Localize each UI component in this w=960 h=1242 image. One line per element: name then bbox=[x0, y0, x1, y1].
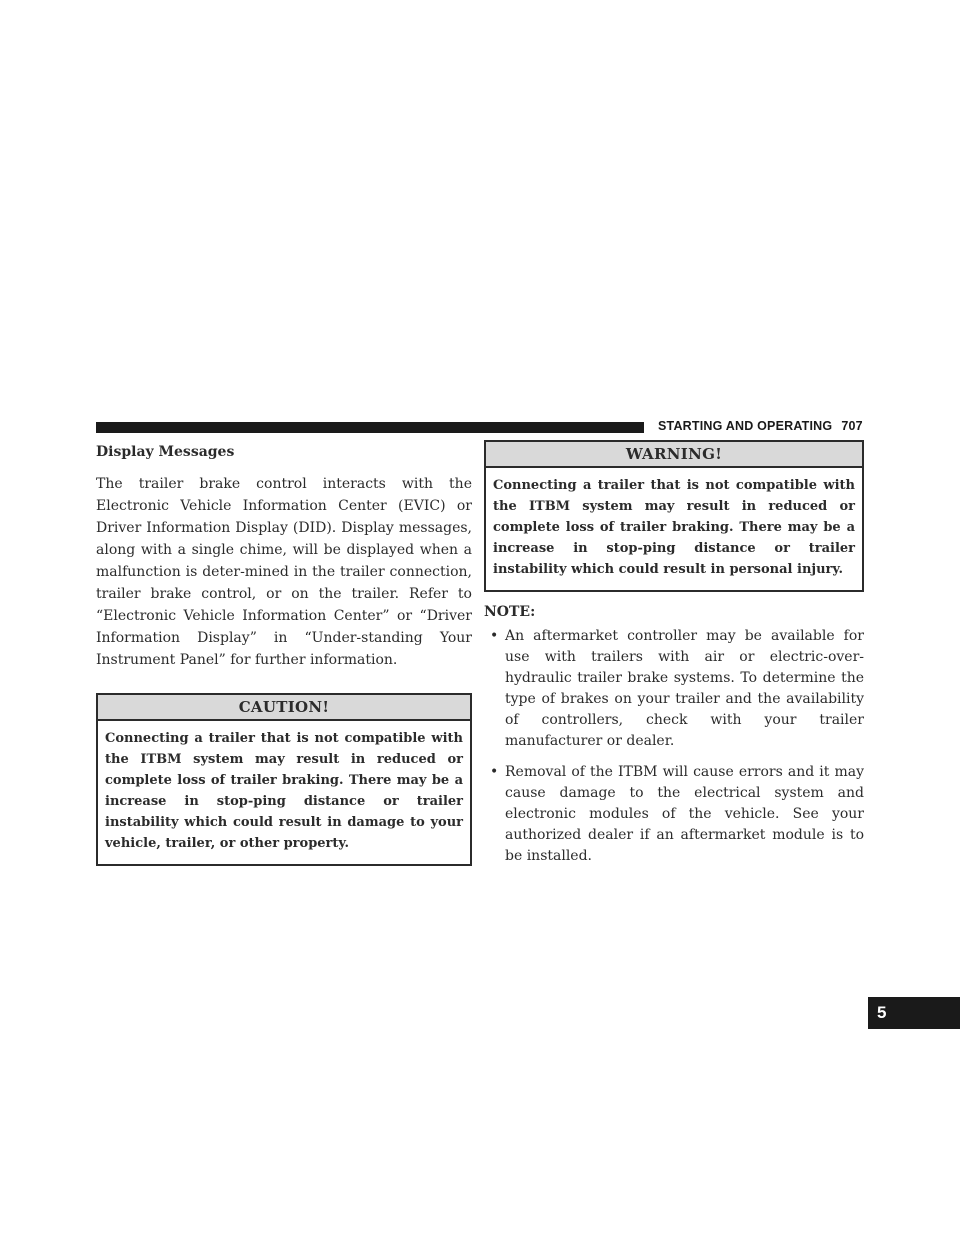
warning-text: Connecting a trailer that is not compatible with the ITBM system may result in reduced or complete loss of trailer braking. There may be a increase in stop-ping distance or trailer instability which could result in personal injury. bbox=[493, 478, 855, 577]
right-column bbox=[484, 440, 864, 877]
body-paragraph: The trailer brake control interacts with the Electronic Vehicle Information Center (EVIC) or Driver Information Display (DID). Display messages, along with a single chime, will be displayed when a malfunction is deter-mined in the trailer connection, trailer brake control, or on the trailer. Refer to “Electronic Vehicle Information Center” or “Driver Information Display” in “Under-standing Your Instrument Panel” for further information. bbox=[96, 476, 472, 668]
left-column bbox=[96, 440, 472, 866]
note-label: NOTE: bbox=[484, 604, 536, 620]
warning-title: WARNING! bbox=[486, 442, 862, 468]
bullet-icon: • bbox=[490, 764, 499, 780]
running-header bbox=[658, 419, 863, 433]
bullet-icon: • bbox=[490, 628, 499, 644]
note-text: Removal of the ITBM will cause errors and it may cause damage to the electrical system and electronic modules of the vehicle. See your authorized dealer if an aftermarket module is to be installed. bbox=[505, 764, 864, 864]
caution-box bbox=[96, 693, 472, 866]
caution-title: CAUTION! bbox=[98, 695, 470, 721]
note-list bbox=[484, 626, 864, 867]
section-heading: Display Messages bbox=[96, 444, 235, 460]
chapter-tab: 5 bbox=[868, 997, 960, 1029]
page-number: 707 bbox=[841, 419, 863, 433]
warning-box bbox=[484, 440, 864, 592]
note-text: An aftermarket controller may be available for use with trailers with air or electric-over-hydraulic trailer brake systems. To determine the type of brakes on your trailer and the availability of controllers, check with your trailer manufacturer or dealer. bbox=[505, 628, 864, 749]
note-item bbox=[484, 762, 864, 867]
header-rule bbox=[96, 422, 644, 433]
section-name: STARTING AND OPERATING bbox=[658, 419, 833, 433]
note-item bbox=[484, 626, 864, 752]
caution-text: Connecting a trailer that is not compatible with the ITBM system may result in reduced or complete loss of trailer braking. There may be a increase in stop-ping distance or trailer instability which could result in damage to your vehicle, trailer, or other property. bbox=[105, 731, 463, 851]
